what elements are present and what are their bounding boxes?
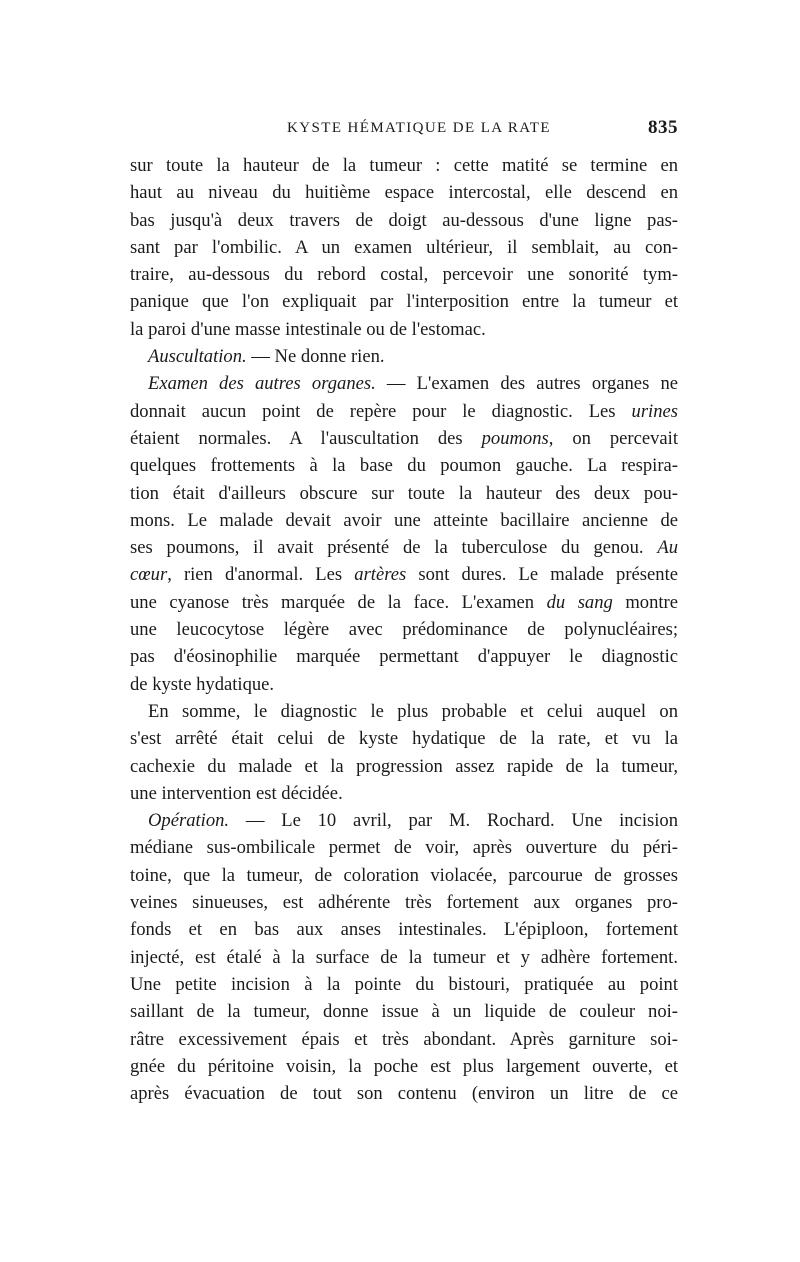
text-line: haut au niveau du huitième espace intercostal, elle descend en (130, 182, 678, 204)
text-line: râtre excessivement épais et très abondant. Après garniture soi- (130, 1028, 678, 1050)
text-line (130, 534, 678, 561)
italic-run: artères (354, 564, 407, 586)
text-line: la paroi d'une masse intestinale ou de l'estomac. (130, 318, 486, 340)
text-line: saillant de la tumeur, donne issue à un liquide de couleur noi- (130, 1001, 678, 1023)
italic-run: Examen des autres organes. (148, 373, 376, 395)
text-line: une leucocytose légère avec prédominance de polynucléaires; (130, 619, 678, 641)
italic-run: poumons (481, 427, 549, 449)
body-text (130, 152, 678, 1107)
text-line: tion était d'ailleurs obscure sur toute la hauteur des deux pou- (130, 482, 678, 504)
text-line: médiane sus-ombilicale permet de voir, après ouverture du péri- (130, 837, 678, 859)
text-line: bas jusqu'à deux travers de doigt au-dessous d'une ligne pas- (130, 209, 678, 231)
text-line (130, 398, 678, 425)
page-number: 835 (648, 117, 678, 138)
text-line: toine, que la tumeur, de coloration violacée, parcourue de grosses (130, 864, 678, 886)
text-line: veines sinueuses, est adhérente très fortement aux organes pro- (130, 892, 678, 914)
text-line: traire, au-dessous du rebord costal, percevoir une sonorité tym- (130, 264, 678, 286)
text-run: , rien d'anormal. Les (167, 564, 355, 586)
text-line: quelques frottements à la base du poumon gauche. La respira- (130, 455, 678, 477)
text-run: — Le 10 avril, par M. Rochard. Une incision (229, 810, 678, 832)
text-line (130, 561, 678, 588)
text-line: injecté, est étalé à la surface de la tumeur et y adhère fortement. (130, 946, 678, 968)
text-line: une intervention est décidée. (130, 782, 343, 804)
text-line: de kyste hydatique. (130, 673, 275, 695)
text-line: Une petite incision à la pointe du bistouri, pratiquée au point (130, 973, 678, 995)
text-line (130, 370, 678, 397)
running-title: KYSTE HÉMATIQUE DE LA RATE (287, 120, 551, 136)
italic-run: Auscultation. (148, 346, 247, 368)
text-line: sur toute la hauteur de la tumeur : cette matité se termine en (130, 155, 678, 176)
running-header (130, 116, 678, 140)
text-run: , on percevait (548, 427, 679, 449)
text-run: ses poumons, il avait présenté de la tuberculose du genou. (130, 537, 658, 559)
text-line: fonds et en bas aux anses intestinales. L'épiploon, fortement (130, 919, 678, 941)
text-run: étaient normales. A l'auscultation des (130, 427, 482, 449)
text-line (130, 425, 678, 452)
text-line (130, 807, 678, 834)
text-line: sant par l'ombilic. A un examen ultérieur, il semblait, au con- (130, 236, 678, 258)
italic-run: cœur (130, 564, 168, 586)
text-line: après évacuation de tout son contenu (environ un litre de ce (130, 1083, 678, 1105)
text-run: sont dures. Le malade présente (406, 564, 678, 586)
text-run: une cyanose très marquée de la face. L'examen (130, 591, 547, 613)
text-run: — L'examen des autres organes ne (375, 373, 678, 395)
text-run: — Ne donne rien. (246, 346, 385, 368)
text-line: cachexie du malade et la progression assez rapide de la tumeur, (130, 755, 678, 777)
text-line: En somme, le diagnostic le plus probable et celui auquel on (148, 700, 678, 722)
text-line: s'est arrêté était celui de kyste hydatique de la rate, et vu la (130, 728, 678, 750)
text-line (130, 589, 678, 616)
text-line: panique que l'on expliquait par l'interposition entre la tumeur et (130, 291, 678, 313)
italic-run: Opération. (148, 810, 230, 832)
italic-run: Au (657, 537, 678, 559)
italic-run: du sang (546, 591, 613, 613)
text-line: mons. Le malade devait avoir une atteinte bacillaire ancienne de (130, 509, 678, 531)
italic-run: urines (631, 400, 678, 422)
text-line: gnée du péritoine voisin, la poche est plus largement ouverte, et (130, 1055, 678, 1077)
text-run: donnait aucun point de repère pour le diagnostic. Les (130, 400, 632, 422)
text-run: montre (612, 591, 678, 613)
text-line: pas d'éosinophilie marquée permettant d'appuyer le diagnostic (130, 646, 678, 668)
text-line (130, 343, 678, 370)
